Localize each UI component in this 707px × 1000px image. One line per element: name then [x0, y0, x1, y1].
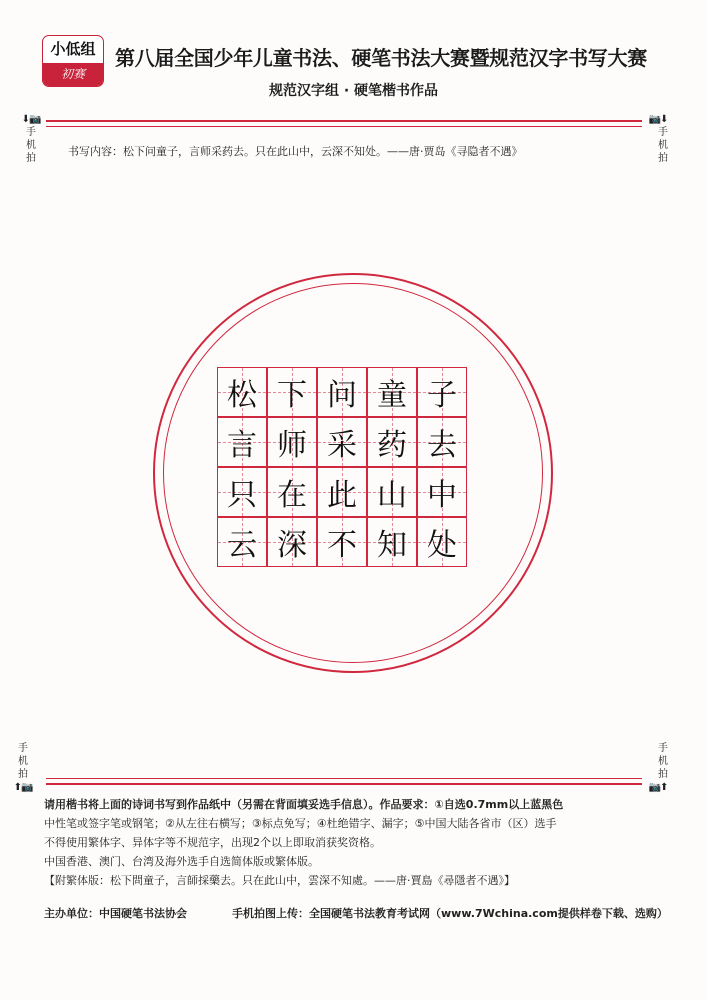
grid-character: 松 — [227, 378, 257, 413]
group-label: 小低组 — [50, 40, 96, 58]
grid-cell — [367, 367, 417, 417]
grid-cell — [267, 417, 317, 467]
writing-grid — [217, 367, 467, 567]
grid-cell — [367, 417, 417, 467]
page-title: 第八届全国少年儿童书法、硬笔书法大赛暨规范汉字书写大赛 — [115, 46, 647, 70]
grid-cell — [217, 367, 267, 417]
grid-character: 童 — [377, 378, 407, 413]
grid-cell — [217, 517, 267, 567]
grid-character: 言 — [227, 428, 257, 463]
bottom-rule-thin — [46, 778, 642, 779]
phone-shot-marker-top-left — [20, 113, 42, 165]
grid-cell — [267, 367, 317, 417]
grid-character: 问 — [327, 378, 357, 413]
grid-character: 知 — [377, 528, 407, 563]
grid-character: 中 — [427, 478, 457, 513]
instruction-line: 【附繁体版：松下問童子，言師採藥去。只在此山中，雲深不知處。——唐·賈島《尋隱者不遇》】 — [44, 874, 515, 887]
grid-cell — [417, 517, 467, 567]
grid-character: 不 — [327, 528, 357, 563]
grid-character: 去 — [427, 428, 457, 463]
upload-info: 手机拍图上传：全国硬笔书法教育考试网（www.7Wchina.com提供样卷下载、选购） — [232, 907, 668, 920]
grid-character: 药 — [377, 428, 407, 463]
grid-cell — [317, 517, 367, 567]
grid-character: 山 — [377, 478, 407, 513]
phone-shot-marker-bottom-left — [12, 742, 34, 794]
grid-cell — [417, 417, 467, 467]
grid-character: 采 — [327, 428, 357, 463]
grid-cell — [317, 467, 367, 517]
bottom-rule — [46, 783, 642, 785]
phone-shot-marker-top-right — [647, 113, 669, 165]
arrow-camera-icon: ⬆📷 — [13, 782, 33, 793]
grid-cell — [317, 417, 367, 467]
poem-content: 书写内容：松下问童子，言师采药去。只在此山中，云深不知处。——唐·贾岛《寻隐者不遇》 — [68, 145, 523, 158]
grid-character: 云 — [227, 528, 257, 563]
grid-character: 处 — [427, 528, 457, 563]
organizer: 主办单位：中国硬笔书法协会 — [44, 907, 187, 920]
grid-cell — [217, 467, 267, 517]
camera-arrow-icon: 📷⬆ — [648, 782, 668, 793]
grid-cell — [267, 517, 317, 567]
phone-shot-label: 手机拍 — [26, 127, 36, 164]
instructions — [44, 795, 664, 890]
grid-character: 只 — [227, 478, 257, 513]
grid-character: 深 — [277, 528, 307, 563]
grid-cell — [367, 467, 417, 517]
grid-cell — [417, 467, 467, 517]
grid-character: 师 — [277, 428, 307, 463]
grid-cell — [267, 467, 317, 517]
top-rule-thin — [46, 126, 642, 127]
grid-character: 在 — [277, 478, 307, 513]
grid-character: 下 — [277, 378, 307, 413]
instruction-line: 不得使用繁体字、异体字等不规范字，出现2个以上即取消获奖资格。 — [44, 836, 381, 849]
page-subtitle: 规范汉字组 · 硬笔楷书作品 — [268, 83, 439, 99]
grid-cell — [317, 367, 367, 417]
grid-cell — [217, 417, 267, 467]
top-rule — [46, 120, 642, 122]
stage-label: 初赛 — [43, 63, 103, 86]
phone-shot-label: 手机拍 — [658, 743, 668, 780]
grid-character: 子 — [427, 378, 457, 413]
phone-shot-marker-bottom-right — [647, 742, 669, 794]
arrow-camera-icon: ⬇📷 — [21, 114, 41, 125]
grid-character: 此 — [327, 478, 357, 513]
instruction-line: 中国香港、澳门、台湾及海外选手自选简体版或繁体版。 — [44, 855, 319, 868]
phone-shot-label: 手机拍 — [18, 743, 28, 780]
phone-shot-label: 手机拍 — [658, 127, 668, 164]
instruction-line: 中性笔或签字笔或钢笔；②从左往右横写；③标点免写；④杜绝错字、漏字；⑤中国大陆各省市（区）选手 — [44, 817, 557, 830]
grid-cell — [367, 517, 417, 567]
camera-arrow-icon: 📷⬇ — [648, 114, 668, 125]
grid-cell — [417, 367, 467, 417]
instruction-line: 请用楷书将上面的诗词书写到作品纸中（另需在背面填妥选手信息）。作品要求：①自选0.7mm以上蓝黑色 — [44, 798, 564, 811]
